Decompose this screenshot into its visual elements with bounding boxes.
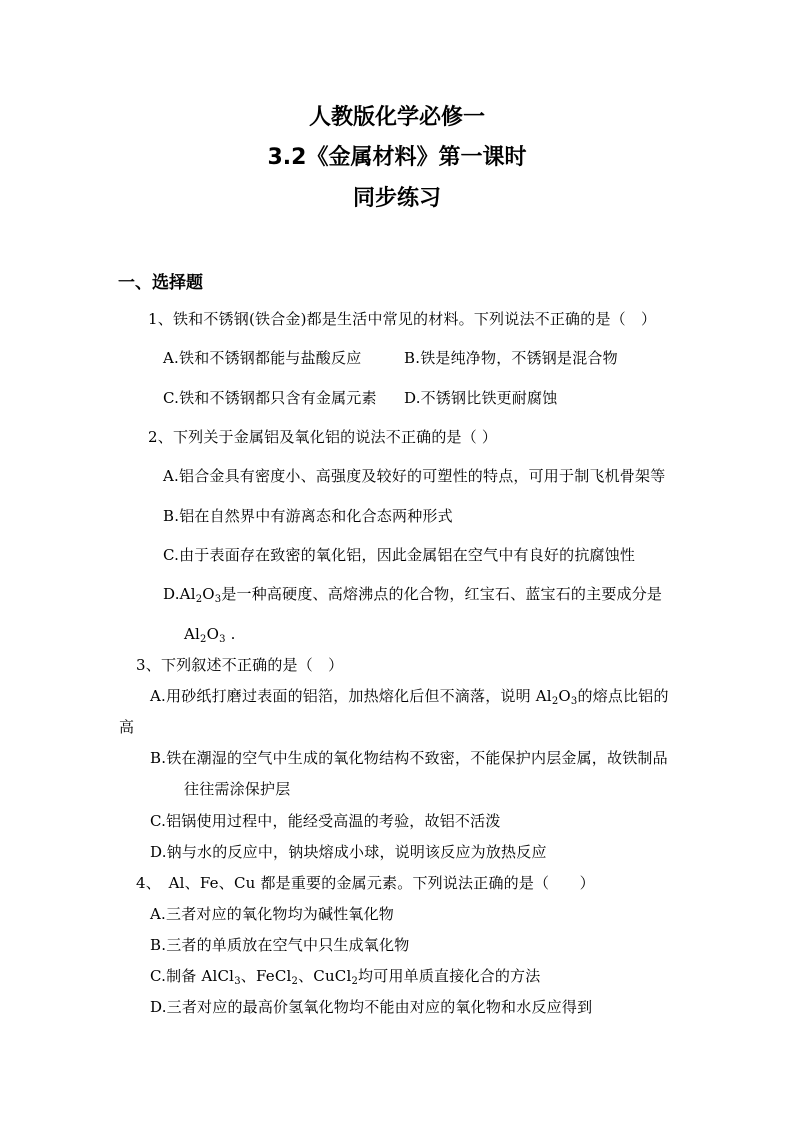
subscript: 3 <box>234 976 241 987</box>
q1-option-b: B.铁是纯净物，不锈钢是混合物 <box>404 349 618 367</box>
formula-text: O <box>202 585 215 603</box>
q4-option-c <box>150 966 540 992</box>
doc-subtitle: 3.2《金属材料》第一课时 <box>267 145 527 170</box>
formula-text: O <box>206 625 220 643</box>
q3-option-b: B.铁在潮湿的空气中生成的氧化物结构不致密，不能保护内层金属，故铁制品 <box>150 749 668 767</box>
q3-option-c: C.铝锅使用过程中，能经受高温的考验，故铝不活泼 <box>150 812 501 830</box>
option-text: A.用砂纸打磨过表面的铝箔，加热熔化后但不滴落，说明 Al <box>150 687 552 705</box>
option-text: 的熔点比铝的 <box>577 687 669 705</box>
option-text: C.制备 AlCl <box>150 967 235 985</box>
q2-option-c: C.由于表面存在致密的氧化铝，因此金属铝在空气中有良好的抗腐蚀性 <box>163 546 636 564</box>
q1-option-a: A.铁和不锈钢都能与盐酸反应 <box>163 349 362 367</box>
q2-option-b: B.铝在自然界中有游离态和化合态两种形式 <box>163 507 453 525</box>
q2-option-d <box>163 584 662 610</box>
option-text: . <box>225 625 236 643</box>
subscript: 2 <box>291 976 299 987</box>
q3-option-d: D.钠与水的反应中，钠块熔成小球，说明该反应为放热反应 <box>150 843 547 861</box>
subscript: 3 <box>214 594 222 605</box>
subscript: 3 <box>570 696 578 707</box>
section-heading: 一、选择题 <box>118 273 203 293</box>
q4-stem: 4、 Al、Fe、Cu 都是重要的金属元素。下列说法正确的是（ ） <box>136 874 595 892</box>
q3-option-b-cont: 往往需涂保护层 <box>184 780 291 798</box>
q1-option-c: C.铁和不锈钢都只含有金属元素 <box>163 389 377 407</box>
q3-option-a-cont: 高 <box>119 718 135 736</box>
subscript: 2 <box>351 976 359 987</box>
formula-text: Al <box>184 625 201 643</box>
formula-text: 、CuCl <box>298 967 352 985</box>
q2-option-a: A.铝合金具有密度小、高强度及较好的可塑性的特点，可用于制飞机骨架等 <box>163 467 666 485</box>
option-text: 是一种高硬度、高熔沸点的化合物，红宝石、蓝宝石的主要成分是 <box>221 585 663 603</box>
q4-option-a: A.三者对应的氧化物均为碱性氧化物 <box>150 905 395 923</box>
q3-stem: 3、下列叙述不正确的是（ ） <box>136 656 344 674</box>
q2-option-d-cont <box>184 624 236 650</box>
doc-title: 人教版化学必修一 <box>308 105 485 130</box>
q3-option-a <box>150 686 669 712</box>
subscript: 3 <box>219 634 226 645</box>
subscript: 2 <box>551 696 559 707</box>
q4-option-b: B.三者的单质放在空气中只生成氧化物 <box>150 936 410 954</box>
option-text: 均可用单质直接化合的方法 <box>358 967 541 985</box>
q1-stem: 1、铁和不锈钢(铁合金)都是生活中常见的材料。下列说法不正确的是（ ） <box>148 310 657 328</box>
subscript: 2 <box>200 634 207 645</box>
formula-text: O <box>558 687 571 705</box>
q4-option-d: D.三者对应的最高价氢氧化物均不能由对应的氧化物和水反应得到 <box>150 998 593 1016</box>
q1-option-d: D.不锈钢比铁更耐腐蚀 <box>404 389 558 407</box>
formula-text: D.Al <box>163 585 196 603</box>
q2-stem: 2、下列关于金属铝及氧化铝的说法不正确的是（ ） <box>148 428 498 446</box>
subscript: 2 <box>195 594 203 605</box>
doc-subtitle-2: 同步练习 <box>352 186 441 211</box>
formula-text: 、FeCl <box>240 967 292 985</box>
